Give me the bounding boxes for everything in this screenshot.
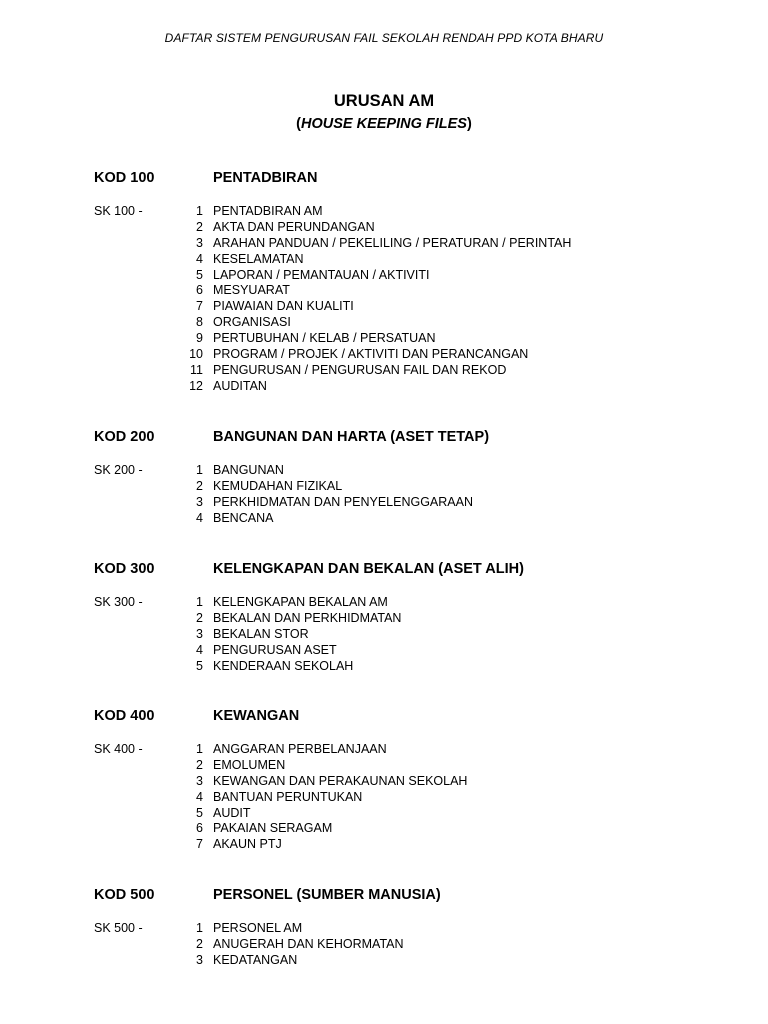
file-list <box>0 595 768 674</box>
sk-block <box>0 742 768 853</box>
list-item <box>0 252 768 268</box>
list-item <box>0 837 768 853</box>
item-text: KEMUDAHAN FIZIKAL <box>213 478 343 493</box>
item-number: 1 <box>196 463 203 477</box>
subtitle-close-paren: ) <box>466 116 472 132</box>
item-text: BEKALAN STOR <box>213 626 309 641</box>
item-number: 4 <box>196 251 203 266</box>
section-heading <box>0 887 768 907</box>
item-number: 11 <box>190 362 203 377</box>
item-number: 1 <box>196 742 203 756</box>
list-item <box>0 806 768 822</box>
item-text: AUDIT <box>213 805 251 820</box>
item-number: 8 <box>196 315 203 330</box>
item-text: PIAWAIAN DAN KUALITI <box>213 299 354 314</box>
section-heading <box>0 708 768 728</box>
sk-block <box>0 463 768 527</box>
item-number: 10 <box>189 347 203 362</box>
list-item <box>0 479 768 495</box>
item-text: AUDITAN <box>213 378 267 393</box>
page-subtitle <box>0 116 768 132</box>
section-code: KOD 500 <box>94 887 155 903</box>
item-number: 7 <box>196 837 203 852</box>
item-text: ORGANISASI <box>213 315 291 330</box>
item-number: 5 <box>196 658 203 673</box>
item-text: AKAUN PTJ <box>213 837 282 852</box>
item-text: MESYUARAT <box>213 283 290 298</box>
list-item <box>0 643 768 659</box>
list-item <box>0 595 768 611</box>
subtitle-open-paren: ( <box>296 116 301 132</box>
list-item <box>0 315 768 331</box>
list-item <box>0 204 768 220</box>
item-text: BENCANA <box>213 510 274 525</box>
section-title: PENTADBIRAN <box>213 170 318 186</box>
item-text: PENGURUSAN / PENGURUSAN FAIL DAN REKOD <box>213 362 507 377</box>
list-item <box>0 774 768 790</box>
section-code: KOD 400 <box>94 708 155 724</box>
item-text: PERTUBUHAN / KELAB / PERSATUAN <box>213 331 436 346</box>
section-title: KEWANGAN <box>213 708 300 724</box>
item-text: KENDERAAN SEKOLAH <box>213 658 354 673</box>
list-item <box>0 268 768 284</box>
list-item <box>0 495 768 511</box>
list-item <box>0 627 768 643</box>
sk-label: SK 200 - <box>94 463 143 477</box>
file-section <box>0 561 768 674</box>
item-text: PERSONEL AM <box>213 921 303 935</box>
item-text: KESELAMATAN <box>213 251 304 266</box>
item-text: ANUGERAH DAN KEHORMATAN <box>213 936 404 951</box>
sk-block <box>0 921 768 969</box>
item-text: LAPORAN / PEMANTAUAN / AKTIVITI <box>213 267 430 282</box>
item-number: 3 <box>196 494 203 509</box>
item-number: 5 <box>196 805 203 820</box>
item-text: KEDATANGAN <box>213 952 298 967</box>
sk-block <box>0 204 768 395</box>
file-section <box>0 429 768 527</box>
section-code: KOD 200 <box>94 429 155 445</box>
item-number: 2 <box>196 219 203 234</box>
list-item <box>0 331 768 347</box>
sk-label: SK 500 - <box>94 921 143 935</box>
section-title: BANGUNAN DAN HARTA (ASET TETAP) <box>213 429 490 445</box>
item-text: BANTUAN PERUNTUKAN <box>213 789 363 804</box>
item-number: 3 <box>196 773 203 788</box>
item-text: PERKHIDMATAN DAN PENYELENGGARAAN <box>213 494 474 509</box>
list-item <box>0 511 768 527</box>
item-text: KELENGKAPAN BEKALAN AM <box>213 595 388 609</box>
item-number: 1 <box>196 204 203 218</box>
sk-label: SK 300 - <box>94 595 143 609</box>
item-number: 9 <box>196 331 203 346</box>
item-number: 6 <box>196 821 203 836</box>
item-number: 6 <box>196 283 203 298</box>
item-text: BEKALAN DAN PERKHIDMATAN <box>213 610 402 625</box>
file-section <box>0 170 768 395</box>
list-item <box>0 236 768 252</box>
item-number: 3 <box>196 952 203 967</box>
item-text: PROGRAM / PROJEK / AKTIVITI DAN PERANCANGAN <box>213 347 529 362</box>
list-item <box>0 299 768 315</box>
item-number: 4 <box>196 789 203 804</box>
item-text: AKTA DAN PERUNDANGAN <box>213 219 375 234</box>
sk-block <box>0 595 768 674</box>
section-title: KELENGKAPAN DAN BEKALAN (ASET ALIH) <box>213 561 524 577</box>
item-text: EMOLUMEN <box>213 757 286 772</box>
sk-label: SK 400 - <box>94 742 143 756</box>
file-section <box>0 887 768 969</box>
list-item <box>0 363 768 379</box>
item-number: 12 <box>189 378 203 393</box>
file-list <box>0 463 768 527</box>
list-item <box>0 659 768 675</box>
item-text: ANGGARAN PERBELANJAAN <box>213 742 387 756</box>
list-item <box>0 283 768 299</box>
list-item <box>0 220 768 236</box>
item-number: 3 <box>196 235 203 250</box>
file-section <box>0 708 768 853</box>
item-text: BANGUNAN <box>213 463 284 477</box>
item-number: 4 <box>196 510 203 525</box>
item-number: 7 <box>196 299 203 314</box>
list-item <box>0 463 768 479</box>
document-header: DAFTAR SISTEM PENGURUSAN FAIL SEKOLAH RENDAH PPD KOTA BHARU <box>164 31 604 45</box>
file-list <box>0 921 768 969</box>
list-item <box>0 821 768 837</box>
item-number: 1 <box>196 595 203 609</box>
section-heading <box>0 170 768 190</box>
file-list <box>0 742 768 853</box>
item-number: 3 <box>196 626 203 641</box>
subtitle-text: HOUSE KEEPING FILES <box>301 116 467 132</box>
item-number: 2 <box>196 478 203 493</box>
item-text: PENTADBIRAN AM <box>213 204 323 218</box>
item-number: 5 <box>196 267 203 282</box>
item-text: PAKAIAN SERAGAM <box>213 821 333 836</box>
item-text: ARAHAN PANDUAN / PEKELILING / PERATURAN / PERINTAH <box>213 235 572 250</box>
item-number: 2 <box>196 610 203 625</box>
section-heading <box>0 429 768 449</box>
section-heading <box>0 561 768 581</box>
file-list <box>0 204 768 395</box>
item-number: 2 <box>196 936 203 951</box>
item-text: PENGURUSAN ASET <box>213 642 337 657</box>
section-code: KOD 300 <box>94 561 155 577</box>
list-item <box>0 921 768 937</box>
list-item <box>0 742 768 758</box>
list-item <box>0 790 768 806</box>
list-item <box>0 379 768 395</box>
list-item <box>0 347 768 363</box>
list-item <box>0 937 768 953</box>
list-item <box>0 758 768 774</box>
sk-label: SK 100 - <box>94 204 143 218</box>
section-code: KOD 100 <box>94 170 155 186</box>
page-title: URUSAN AM <box>333 92 435 110</box>
list-item <box>0 953 768 969</box>
item-number: 1 <box>196 921 203 935</box>
item-number: 4 <box>196 642 203 657</box>
section-title: PERSONEL (SUMBER MANUSIA) <box>213 887 441 903</box>
item-text: KEWANGAN DAN PERAKAUNAN SEKOLAH <box>213 773 468 788</box>
list-item <box>0 611 768 627</box>
item-number: 2 <box>196 757 203 772</box>
